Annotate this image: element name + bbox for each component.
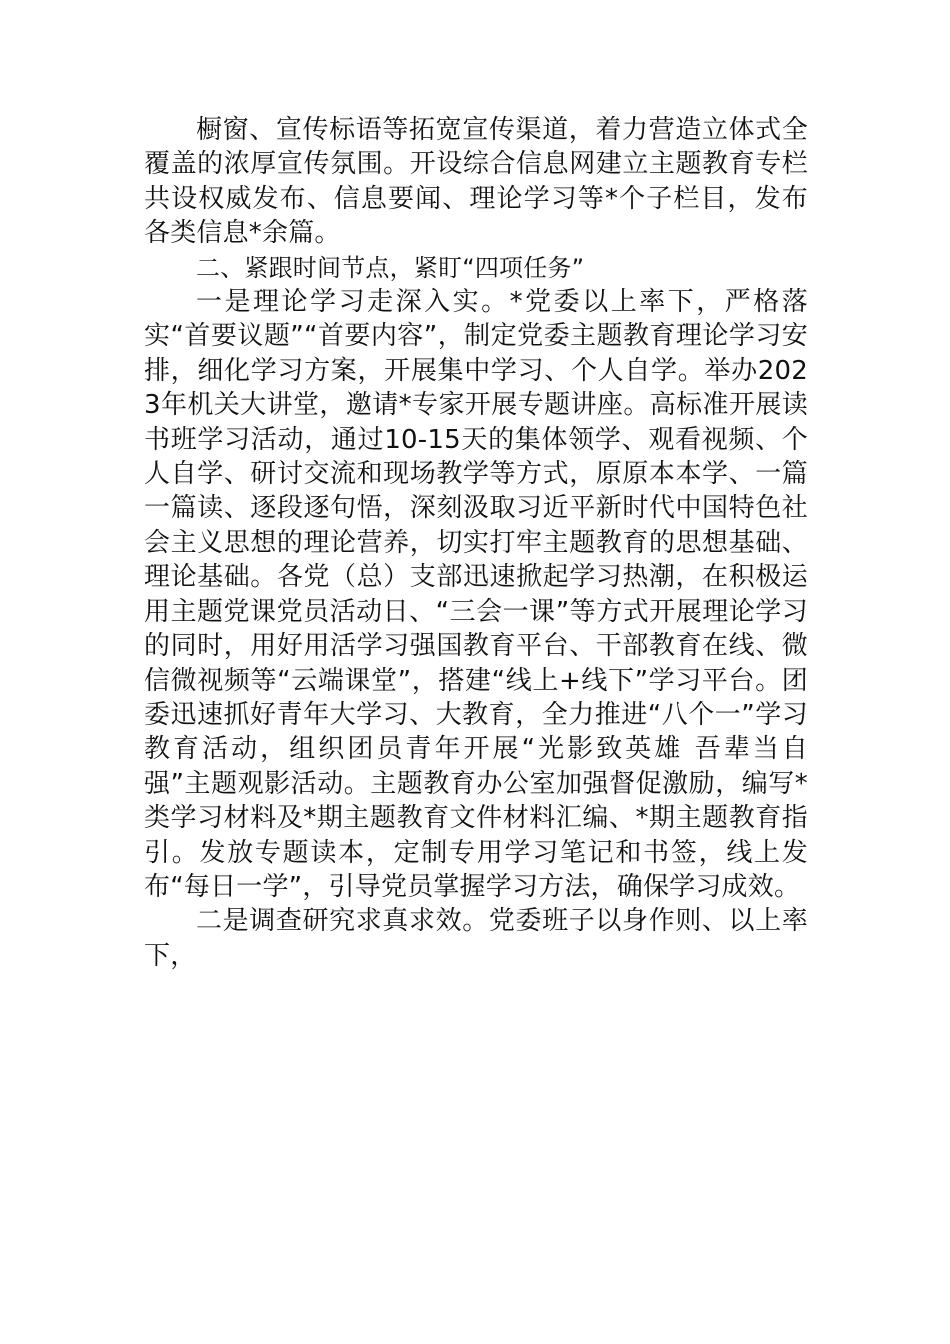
paragraph-theory-study: 一是理论学习走深入实。*党委以上率下，严格落实“首要议题”“首要内容”，制定党委主题教育理论学习安排，细化学习方案，开展集中学习、个人自学。举办2023年机关大讲堂，邀请*专家开展专题讲座。高标准开展读书班学习活动，通过10-15天的集体领学、观看视频、个人自学、研讨交流和现场教学等方式，原原本本学、一篇一篇读、逐段逐句悟，深刻汲取习近平新时代中国特色社会主义思想的理论营养，切实打牢主题教育的思想基础、理论基础。各党（总）支部迅速掀起学习热潮，在积极运用主题党课党员活动日、“三会一课”等方式开展理论学习的同时，用好用活学习强国教育平台、干部教育在线、微信微视频等“云端课堂”，搭建“线上+线下”学习平台。团委迅速抓好青年大学习、大教育，全力推进“八个一”学习教育活动，组织团员青年开展“光影致英雄 吾辈当自强”主题观影活动。主题教育办公室加强督促激励，编写*类学习材料及*期主题教育文件材料汇编、*期主题教育指引。发放专题读本，定制专用学习笔记和书签，线上发布“每日一学”，引导党员掌握学习方法，确保学习成效。: [144, 287, 808, 902]
paragraph-investigation-research: 二是调查研究求真求效。党委班子以身作则、以上率下，: [144, 906, 808, 971]
section-heading-four-tasks: 二、紧跟时间节点，紧盯“四项任务”: [196, 253, 585, 282]
paragraph-publicity-channels: 橱窗、宣传标语等拓宽宣传渠道，着力营造立体式全覆盖的浓厚宣传氛围。开设综合信息网建立主题教育专栏共设权威发布、信息要闻、理论学习等*个子栏目，发布各类信息*余篇。: [144, 115, 808, 249]
document-body: [144, 113, 808, 973]
